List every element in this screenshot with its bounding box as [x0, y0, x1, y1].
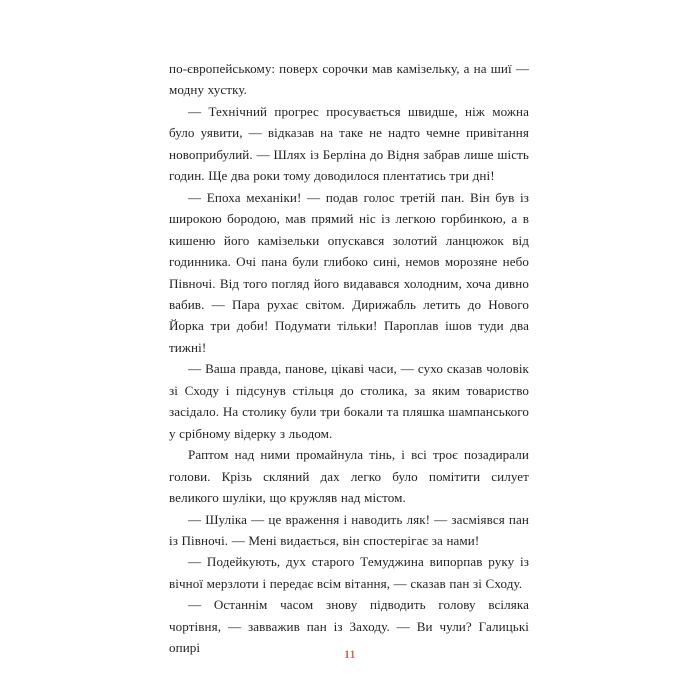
paragraph: — Епоха механіки! — подав голос третій пан. Він був із широкою бородою, мав прямий ніс із легкою горбинкою, а в кишеню його камізельки опускався золотий ланцюжок від годинника. Очі пана були глибоко сині, немов морозяне небо Півночі. Від того погляд його видавався холодним, хоча дивно вабив. — Пара рухає світом. Дирижабль летить до Нового Йорка три доби! Подумати тільки! Пароплав ішов туди два тижні!: [169, 189, 529, 355]
paragraph: — Технічний прогрес просувається швидше, ніж можна було уявити, — відказав на таке не надто чемне привітання новоприбулий. — Шлях із Берліна до Відня забрав лише шість годин. Ще два роки тому доводилося плентатись три дні!: [169, 103, 529, 184]
paragraph: — Шуліка — це враження і наводить ляк! — засміявся пан із Півночі. — Мені видається, він спостерігає за нами!: [169, 511, 529, 548]
paragraph: — Останнім часом знову підводить голову всіляка чортівня, — завважив пан із Заходу. — Ви чули? Галицькі опирі: [169, 597, 529, 656]
page-number: 11: [344, 648, 356, 661]
paragraph: — Ваша правда, панове, цікаві часи, — сухо сказав чоловік зі Сходу і підсунув стільця до столика, за яким товариство засідало. На столику були три бокали та пляшка шампанського у срібному відерку з льодом.: [169, 361, 529, 441]
page-text-block: [169, 58, 529, 659]
paragraph: — Подейкують, дух старого Темуджина випорпав руку із вічної мерзлоти і передає всім вітання, — сказав пан зі Сходу.: [169, 554, 529, 591]
paragraph: Раптом над ними промайнула тінь, і всі троє позадирали голови. Крізь скляний дах легко було помітити силует великого шуліки, що кружляв над містом.: [169, 447, 529, 506]
paragraph: по-європейському: поверх сорочки мав камізельку, а на шиї — модну хустку.: [169, 61, 529, 98]
